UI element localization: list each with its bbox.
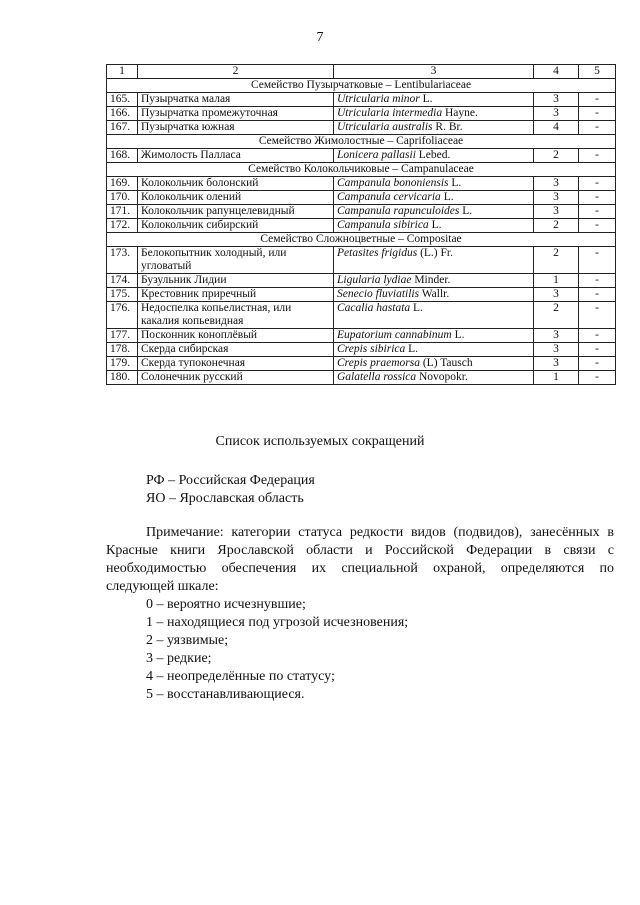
species-russian-name: Колокольчик болонский [138, 177, 334, 191]
species-russian-name: Пузырчатка южная [138, 121, 334, 135]
species-latin-name [334, 371, 534, 385]
species-rf-category: - [579, 219, 616, 233]
species-latin-name [334, 343, 534, 357]
taxon-author: Novopokr. [416, 371, 468, 383]
species-category: 3 [534, 288, 579, 302]
species-row [107, 343, 616, 357]
species-row [107, 371, 616, 385]
species-row [107, 357, 616, 371]
abbreviations-title: Список используемых сокращений [215, 434, 425, 449]
species-russian-name: Белокопытник холодный, или угловатый [138, 247, 334, 274]
header-cell: 3 [334, 65, 534, 79]
species-russian-name: Крестовник приречный [138, 288, 334, 302]
species-category: 3 [534, 343, 579, 357]
taxon-author: L. [448, 177, 462, 189]
species-category: 3 [534, 329, 579, 343]
family-row [107, 163, 616, 177]
species-number: 168. [107, 149, 138, 163]
species-latin-name [334, 107, 534, 121]
taxon-author: Hayne. [442, 107, 478, 119]
species-russian-name: Колокольчик сибирский [138, 219, 334, 233]
species-row [107, 219, 616, 233]
header-cell: 5 [579, 65, 616, 79]
species-number: 180. [107, 371, 138, 385]
species-rf-category: - [579, 357, 616, 371]
latin-binomial: Campanula rapunculoides [337, 205, 460, 217]
species-latin-name [334, 205, 534, 219]
latin-binomial: Utricularia intermedia [337, 107, 443, 119]
species-rf-category: - [579, 247, 616, 274]
rarity-category-item: 2 – уязвимые; [146, 633, 229, 648]
species-rf-category: - [579, 329, 616, 343]
latin-binomial: Cacalia hastata [337, 302, 411, 314]
latin-binomial: Petasites frigidus [337, 247, 418, 259]
species-category: 1 [534, 371, 579, 385]
species-latin-name [334, 219, 534, 233]
latin-binomial: Utricularia minor [337, 93, 420, 105]
latin-binomial: Eupatorium cannabinum [337, 329, 452, 341]
latin-binomial: Campanula sibirica [337, 219, 429, 231]
taxon-author: Lebed. [415, 149, 451, 161]
taxon-author: L. [440, 191, 454, 203]
rarity-category-item: 5 – восстанавливающиеся. [146, 687, 305, 702]
family-name: Семейство Пузырчатковые – Lentibulariaceae [107, 79, 616, 93]
species-latin-name [334, 149, 534, 163]
taxon-author: (L.) Fr. [417, 247, 453, 259]
taxon-author: L. [419, 93, 433, 105]
species-row [107, 149, 616, 163]
species-number: 171. [107, 205, 138, 219]
species-rf-category: - [579, 149, 616, 163]
latin-binomial: Senecio fluviatilis [337, 288, 420, 300]
taxon-author: (L) Tausch [419, 357, 473, 369]
rarity-category-item: 0 – вероятно исчезнувшие; [146, 597, 306, 612]
taxon-author: Minder. [411, 274, 451, 286]
species-russian-name: Скерда сибирская [138, 343, 334, 357]
page-number: 7 [316, 30, 324, 45]
latin-binomial: Campanula cervicaria [337, 191, 441, 203]
latin-binomial: Campanula bononiensis [337, 177, 449, 189]
family-row [107, 135, 616, 149]
species-number: 175. [107, 288, 138, 302]
species-russian-name: Жимолость Палласа [138, 149, 334, 163]
species-number: 177. [107, 329, 138, 343]
species-latin-name [334, 191, 534, 205]
species-number: 172. [107, 219, 138, 233]
species-category: 2 [534, 149, 579, 163]
header-cell: 1 [107, 65, 138, 79]
header-cell: 2 [138, 65, 334, 79]
species-row [107, 274, 616, 288]
species-rf-category: - [579, 191, 616, 205]
family-name: Семейство Сложноцветные – Compositae [107, 233, 616, 247]
latin-binomial: Utricularia australis [337, 121, 433, 133]
species-row [107, 302, 616, 329]
species-latin-name [334, 247, 534, 274]
species-rf-category: - [579, 274, 616, 288]
species-row [107, 329, 616, 343]
species-row [107, 93, 616, 107]
species-category: 3 [534, 107, 579, 121]
species-rf-category: - [579, 93, 616, 107]
species-row [107, 205, 616, 219]
rarity-note [106, 524, 614, 704]
taxon-author: L. [451, 329, 465, 341]
species-number: 173. [107, 247, 138, 274]
species-latin-name [334, 357, 534, 371]
taxon-author: L. [428, 219, 442, 231]
species-number: 176. [107, 302, 138, 329]
rarity-category-item: 1 – находящиеся под угрозой исчезновения; [146, 615, 409, 630]
taxon-author: L. [410, 302, 423, 314]
species-russian-name: Скерда тупоконечная [138, 357, 334, 371]
species-number: 178. [107, 343, 138, 357]
species-latin-name [334, 274, 534, 288]
species-category: 1 [534, 274, 579, 288]
latin-binomial: Crepis praemorsa [337, 357, 420, 369]
species-russian-name: Пузырчатка малая [138, 93, 334, 107]
species-number: 169. [107, 177, 138, 191]
species-row [107, 177, 616, 191]
species-category: 4 [534, 121, 579, 135]
taxon-author: R. Br. [432, 121, 463, 133]
table-header-row [107, 65, 616, 79]
species-latin-name [334, 121, 534, 135]
species-rf-category: - [579, 288, 616, 302]
latin-binomial: Crepis sibirica [337, 343, 406, 355]
species-row [107, 288, 616, 302]
species-russian-name: Недоспелка копьелистная, или какалия копьевидная [138, 302, 334, 329]
species-russian-name: Колокольчик рапунцелевидный [138, 205, 334, 219]
species-category: 2 [534, 247, 579, 274]
species-russian-name: Колокольчик олений [138, 191, 334, 205]
abbreviation-item: ЯО – Ярославская область [146, 491, 304, 506]
family-name: Семейство Колокольчиковые – Campanulaceae [107, 163, 616, 177]
table-body [107, 65, 616, 385]
species-rf-category: - [579, 302, 616, 329]
species-rf-category: - [579, 205, 616, 219]
species-rf-category: - [579, 121, 616, 135]
taxon-author: L. [459, 205, 473, 217]
rarity-category-item: 3 – редкие; [146, 651, 212, 666]
species-number: 165. [107, 93, 138, 107]
species-russian-name: Пузырчатка промежуточная [138, 107, 334, 121]
species-category: 3 [534, 357, 579, 371]
species-russian-name: Бузульник Лидии [138, 274, 334, 288]
taxon-author: L. [405, 343, 419, 355]
species-latin-name [334, 329, 534, 343]
note-text: Примечание: категории статуса редкости видов (подвидов), занесённых в Красные книги Ярославской области и Российской Федерации в связи с необходимостью обеспечения их специальной охраной, определяются по следующей шкале: [106, 525, 614, 594]
species-category: 3 [534, 205, 579, 219]
family-row [107, 79, 616, 93]
species-category: 3 [534, 93, 579, 107]
species-number: 166. [107, 107, 138, 121]
species-number: 179. [107, 357, 138, 371]
rarity-category-item: 4 – неопределённые по статусу; [146, 669, 335, 684]
abbreviation-item: РФ – Российская Федерация [146, 473, 315, 488]
family-row [107, 233, 616, 247]
species-category: 2 [534, 219, 579, 233]
species-category: 2 [534, 302, 579, 329]
rarity-category-list [106, 596, 614, 704]
taxon-author: Wallr. [419, 288, 450, 300]
species-category: 3 [534, 191, 579, 205]
species-russian-name: Солонечник русский [138, 371, 334, 385]
species-latin-name [334, 288, 534, 302]
latin-binomial: Lonicera pallasii [337, 149, 416, 161]
species-russian-name: Посконник коноплёвый [138, 329, 334, 343]
species-rf-category: - [579, 343, 616, 357]
species-latin-name [334, 177, 534, 191]
red-book-species-table [106, 64, 616, 385]
species-category: 3 [534, 177, 579, 191]
species-latin-name [334, 302, 534, 329]
species-number: 170. [107, 191, 138, 205]
species-row [107, 107, 616, 121]
family-name: Семейство Жимолостные – Caprifoliaceae [107, 135, 616, 149]
species-number: 167. [107, 121, 138, 135]
species-row [107, 191, 616, 205]
species-row [107, 247, 616, 274]
species-rf-category: - [579, 177, 616, 191]
species-rf-category: - [579, 107, 616, 121]
species-row [107, 121, 616, 135]
latin-binomial: Ligularia lydiae [337, 274, 412, 286]
species-rf-category: - [579, 371, 616, 385]
latin-binomial: Galatella rossica [337, 371, 417, 383]
species-latin-name [334, 93, 534, 107]
species-number: 174. [107, 274, 138, 288]
header-cell: 4 [534, 65, 579, 79]
